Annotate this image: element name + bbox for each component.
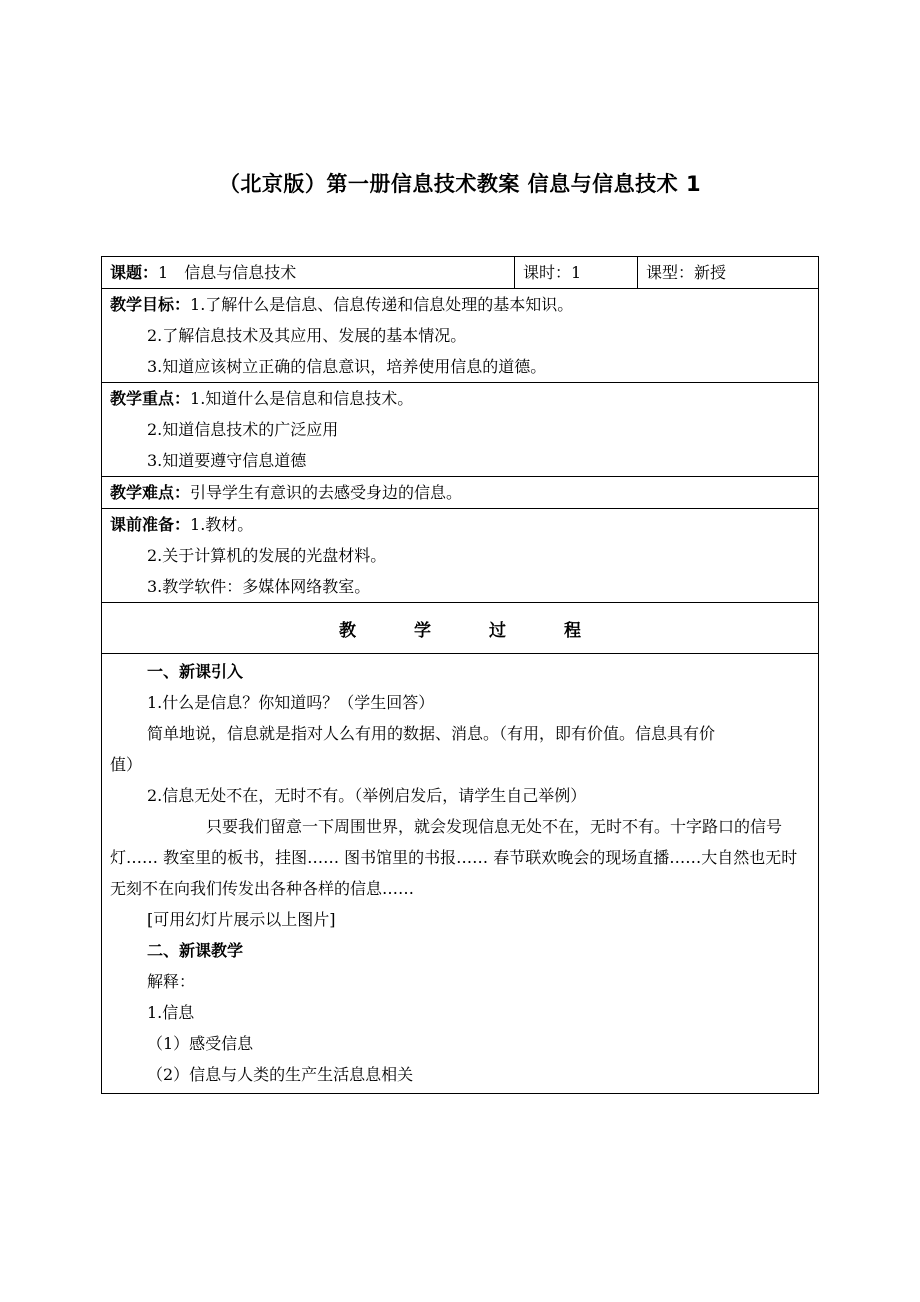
explain-label: 解释：	[147, 972, 196, 991]
key-point-item: 3.知道要遵守信息道德	[147, 451, 307, 470]
key-point-item: 2.知道信息技术的广泛应用	[147, 420, 339, 439]
topic-value: 1 信息与信息技术	[158, 263, 297, 282]
goals-row	[102, 289, 819, 383]
page-title: （北京版）第一册信息技术教案 信息与信息技术 1	[218, 172, 702, 196]
process-cell	[102, 654, 819, 1094]
question-2: 2.信息无处不在，无时不有。（举例启发后，请学生自己举例）	[147, 786, 587, 805]
topic-cell	[102, 257, 515, 289]
section-heading: 二、新课教学	[147, 941, 244, 960]
header-row	[102, 257, 819, 289]
slide-note: [可用幻灯片展示以上图片]	[147, 910, 336, 929]
key-point-item: 1.知道什么是信息和信息技术。	[190, 389, 414, 408]
goal-item: 1.了解什么是信息、信息传递和信息处理的基本知识。	[190, 295, 574, 314]
type-text: 课型：新授	[646, 263, 727, 282]
goals-label: 教学目标：	[110, 295, 191, 314]
list-subitem: （2）信息与人类的生产生活息息相关	[147, 1065, 414, 1084]
goal-item: 2.了解信息技术及其应用、发展的基本情况。	[147, 326, 467, 345]
difficulties-label: 教学难点：	[110, 483, 191, 502]
topic-label: 课题：	[110, 263, 159, 282]
key-points-cell	[102, 383, 819, 477]
preparation-label: 课前准备：	[110, 515, 191, 534]
answer-line: 值）	[110, 755, 143, 774]
key-points-row	[102, 383, 819, 477]
lesson-plan-table	[101, 256, 819, 1094]
example-paragraph: 只要我们留意一下周围世界，就会发现信息无处不在，无时不有。十字路口的信号灯…… 教室里的板书，挂图…… 图书馆里的书报…… 春节联欢晚会的现场直播……大自然也无时无刻不在向我们传发出各种各样的信息……	[110, 817, 798, 898]
answer-line: 简单地说，信息就是指对人么有用的数据、消息。（有用，即有价值。信息具有价	[147, 724, 716, 743]
process-heading-char: 过	[489, 620, 506, 641]
process-heading-char: 程	[564, 620, 581, 641]
type-cell	[638, 257, 819, 289]
key-points-label: 教学重点：	[110, 389, 191, 408]
preparation-item: 2.关于计算机的发展的光盘材料。	[147, 546, 387, 565]
process-row	[102, 654, 819, 1094]
hours-text: 课时：1	[523, 263, 582, 282]
preparation-row	[102, 509, 819, 603]
difficulties-cell	[102, 477, 819, 509]
process-heading-char: 教	[339, 620, 356, 641]
process-heading	[102, 603, 819, 654]
hours-cell	[515, 257, 638, 289]
goal-item: 3.知道应该树立正确的信息意识，培养使用信息的道德。	[147, 357, 547, 376]
process-heading-char: 学	[414, 620, 431, 641]
preparation-item: 1.教材。	[190, 515, 254, 534]
list-item: 1.信息	[147, 1003, 195, 1022]
section-heading: 一、新课引入	[147, 662, 244, 681]
list-subitem: （1）感受信息	[147, 1034, 254, 1053]
preparation-item: 3.教学软件：多媒体网络教室。	[147, 577, 371, 596]
preparation-cell	[102, 509, 819, 603]
difficulties-row	[102, 477, 819, 509]
difficulties-text: 引导学生有意识的去感受身边的信息。	[190, 483, 463, 502]
question-1: 1.什么是信息？你知道吗？（学生回答）	[147, 693, 435, 712]
goals-cell	[102, 289, 819, 383]
process-heading-row	[102, 603, 819, 654]
